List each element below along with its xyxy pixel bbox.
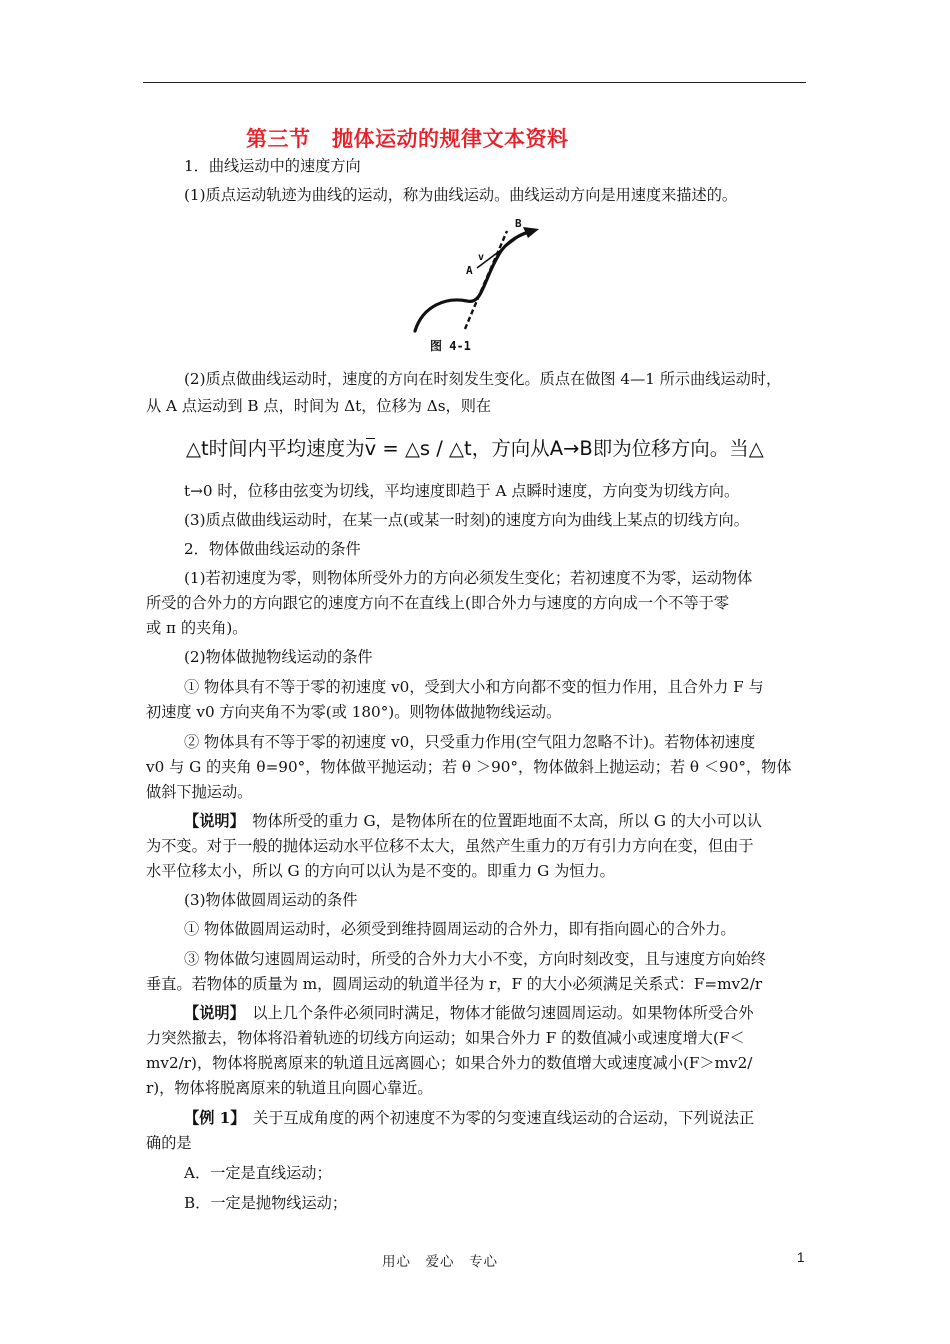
paragraph-line: (2)质点做曲线运动时，速度的方向在时刻发生变化。质点在做图 4—1 所示曲线运动时， [184, 370, 782, 388]
figure-caption: 图 4-1 [430, 339, 471, 353]
note-text: 以上几个条件必须同时满足，物体才能做匀速圆周运动。如果物体所受合外 [237, 1004, 754, 1022]
header-rule [143, 82, 806, 83]
formula-text: = △s / △t，方向从A→B即为位移方向。当△ [376, 437, 764, 460]
paragraph-line: 从 A 点运动到 B 点，时间为 Δt，位移为 Δs，则在 [146, 397, 492, 415]
section-heading-2: 2．物体做曲线运动的条件 [184, 540, 361, 558]
paragraph-line: 或 π 的夹角)。 [146, 619, 248, 637]
paragraph-line: ① 物体做圆周运动时，必须受到维持圆周运动的合外力，即有指向圆心的合外力。 [184, 920, 736, 938]
option-b: B．一定是抛物线运动； [184, 1194, 348, 1212]
paragraph-line: (2)物体做抛物线运动的条件 [184, 648, 373, 666]
paragraph-line: 水平位移太小，所以 G 的方向可以认为是不变的。即重力 G 为恒力。 [146, 862, 615, 880]
paragraph-line: (3)质点做曲线运动时，在某一点(或某一时刻)的速度方向为曲线上某点的切线方向。 [184, 511, 749, 529]
paragraph-line: 力突然撤去，物体将沿着轨迹的切线方向运动；如果合外力 F 的数值减小或速度增大(F＜ [146, 1029, 745, 1047]
figure-label-a: A [466, 264, 473, 277]
average-velocity-formula [186, 433, 764, 461]
figure-4-1 [405, 213, 555, 356]
note-label: 【说明】 [184, 1004, 238, 1022]
note-paragraph [184, 809, 849, 834]
note-text: 物体所受的重力 G，是物体所在的位置距地面不太高，所以 G 的大小可以认 [237, 812, 762, 830]
paragraph-line: 确的是 [146, 1134, 192, 1152]
paragraph-line: 所受的合外力的方向跟它的速度方向不在直线上(即合外力与速度的方向成一个不等于零 [146, 594, 730, 612]
note-paragraph [184, 1001, 849, 1026]
example-label: 【例 1】 [184, 1109, 238, 1127]
example-text: 关于互成角度的两个初速度不为零的匀变速直线运动的合运动，下列说法正 [237, 1109, 755, 1127]
trajectory-curve [415, 231, 533, 331]
paragraph-line: 初速度 v0 方向夹角不为零(或 180°)。则物体做抛物线运动。 [146, 703, 562, 721]
paragraph-line: 做斜下抛运动。 [146, 783, 253, 801]
v-bar-symbol: v [364, 437, 377, 460]
paragraph-line: (3)物体做圆周运动的条件 [184, 891, 358, 909]
page-number: 1 [797, 1250, 805, 1265]
paragraph-line: ② 物体具有不等于零的初速度 v0，只受重力作用(空气阻力忽略不计)。若物体初速度 [184, 733, 756, 751]
paragraph-line: 垂直。若物体的质量为 m，圆周运动的轨道半径为 r，F 的大小必须满足关系式：F=mv2/r [146, 975, 763, 993]
page-title: 第三节 抛体运动的规律文本资料 [246, 127, 569, 151]
paragraph-line: r)，物体将脱离原来的轨道且向圆心靠近。 [146, 1079, 433, 1097]
paragraph-line: t→0 时，位移由弦变为切线，平均速度即趋于 A 点瞬时速度，方向变为切线方向。 [184, 482, 740, 500]
example-paragraph [184, 1106, 849, 1131]
paragraph-line: ③ 物体做匀速圆周运动时，所受的合外力大小不变，方向时刻改变，且与速度方向始终 [184, 950, 766, 968]
paragraph-line: ① 物体具有不等于零的初速度 v0，受到大小和方向都不变的恒力作用，且合外力 F 与 [184, 678, 764, 696]
paragraph-line: v0 与 G 的夹角 θ=90°，物体做平抛运动；若 θ ＞90°，物体做斜上抛运动；若 θ ＜90°，物体 [146, 758, 792, 776]
note-label: 【说明】 [184, 812, 238, 830]
formula-text: △t时间内平均速度为 [186, 437, 365, 460]
footer-motto: 用心 爱心 专心 [382, 1254, 498, 1270]
paragraph-line: mv2/r)，物体将脱离原来的轨道且远离圆心；如果合外力的数值增大或速度减小(F＞mv2/ [146, 1054, 753, 1072]
figure-label-b: B [515, 217, 522, 230]
paragraph-line: (1)若初速度为零，则物体所受外力的方向必须发生变化；若初速度不为零，运动物体 [184, 569, 753, 587]
paragraph-line: (1)质点运动轨迹为曲线的运动，称为曲线运动。曲线运动方向是用速度来描述的。 [184, 186, 738, 204]
figure-label-v: v [478, 252, 485, 263]
option-a: A．一定是直线运动； [184, 1164, 332, 1182]
section-heading-1: 1．曲线运动中的速度方向 [184, 157, 361, 175]
paragraph-line: 为不变。对于一般的抛体运动水平位移不太大，虽然产生重力的万有引力方向在变，但由于 [146, 837, 754, 855]
